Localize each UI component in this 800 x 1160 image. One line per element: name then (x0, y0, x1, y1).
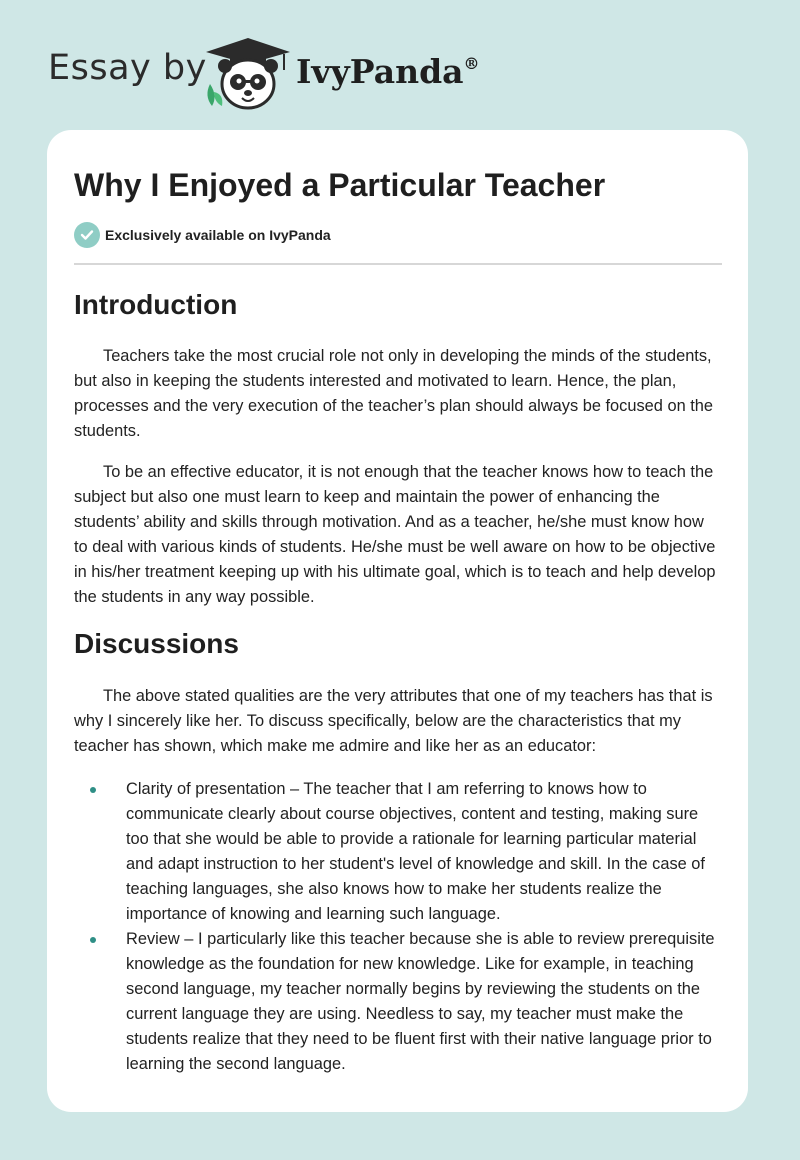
brand-label: IvyPanda (296, 52, 464, 91)
characteristics-list (74, 777, 722, 1077)
paragraph: To be an effective educator, it is not enough that the teacher knows how to teach the subject but also one must learn to keep and maintain the power of enhancing the students’ ability and skills through motivation. And as a teacher, he/she must know how to deal with various kinds of students. He/she must be well aware on how to be objective in his/her treatment keeping up with his ultimate goal, which is to teach and help develop the students in any way possible. (74, 463, 716, 606)
list-item (74, 777, 722, 927)
bullet-icon (90, 937, 96, 943)
exclusive-badge (74, 222, 722, 248)
paragraph: Teachers take the most crucial role not only in developing the minds of the students, but also in keeping the students interested and motivated to learn. Hence, the plan, processes and the very execution of the teacher’s plan should always be focused on the students. (74, 347, 714, 440)
essay-card (47, 130, 748, 1112)
essay-by-label: Essay by (48, 48, 207, 88)
divider (74, 263, 722, 265)
list-item-text: Clarity of presentation – The teacher that I am referring to knows how to communicate clearly about course objectives, content and testing, making sure too that she would be able to provide a rationale for learning particular material and adapt instruction to her student's level of knowledge and skill. In the case of teaching languages, she also knows how to make her students realize the importance of knowing and learning such language. (126, 780, 705, 923)
exclusive-badge-label: Exclusively available on IvyPanda (105, 227, 331, 243)
paragraph: The above stated qualities are the very attributes that one of my teachers has that is why I sincerely like her. To discuss specifically, below are the characteristics that my teacher has shown, which make me admire and like her as an educator: (74, 687, 713, 755)
section-heading-discussions: Discussions (74, 628, 239, 659)
bullet-icon (90, 787, 96, 793)
panda-logo-icon[interactable] (200, 34, 296, 112)
section-heading-introduction: Introduction (74, 289, 238, 320)
check-icon (74, 222, 100, 248)
list-item (74, 927, 722, 1077)
page-title: Why I Enjoyed a Particular Teacher (74, 167, 606, 203)
brand-name[interactable] (296, 52, 480, 91)
site-header (0, 0, 800, 130)
registered-mark: ® (463, 54, 480, 73)
list-item-text: Review – I particularly like this teacher because she is able to review prerequisite knowledge as the foundation for new knowledge. Like for example, in teaching second language, my teacher normally begins by reviewing the students on the current language they are using. Needless to say, my teacher must make the students realize that they need to be fluent first with their native language prior to learning the second language. (126, 930, 715, 1073)
